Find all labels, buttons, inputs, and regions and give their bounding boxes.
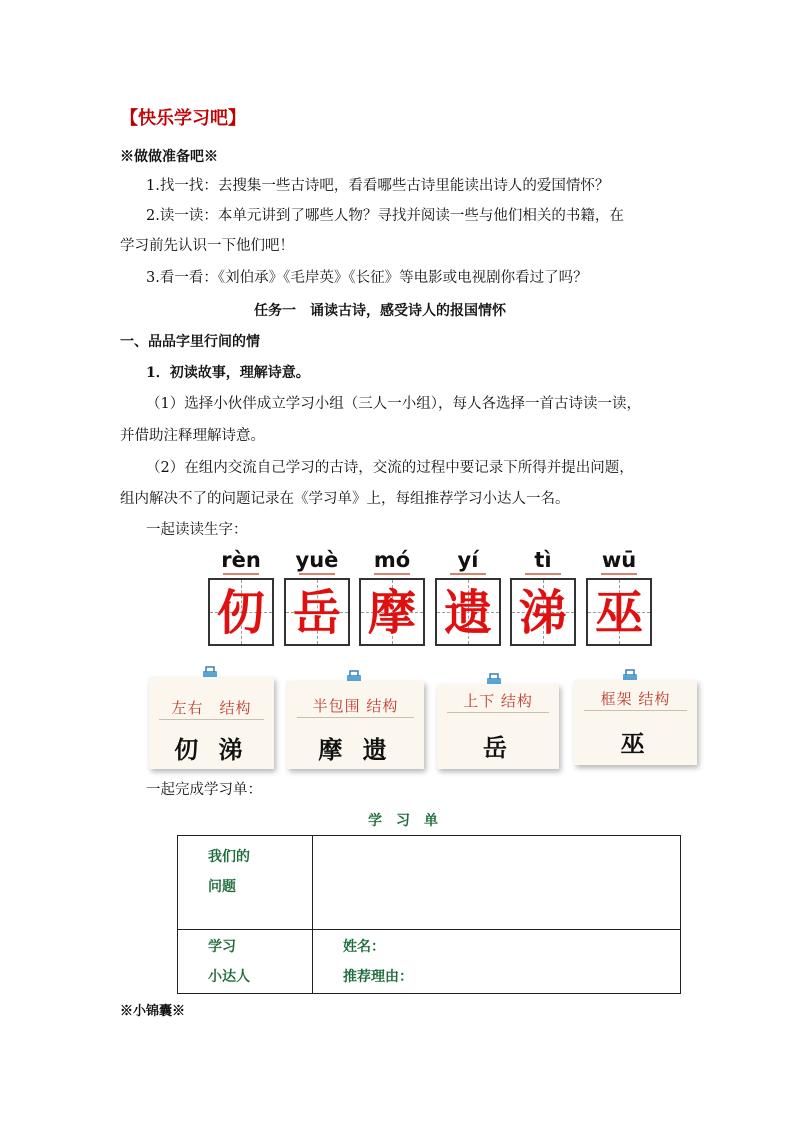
pinyin-4: yí — [435, 548, 501, 575]
sub-title: 1．初读故事，理解诗意。 — [146, 365, 310, 381]
pinyin-5: tì — [510, 548, 576, 575]
para1-line1: （1）选择小伙伴成立学习小组（三人一小组），每人各选择一首古诗读一读， — [146, 396, 641, 412]
page-heading: 【快乐学习吧】 — [120, 108, 246, 129]
note-label-2: 半包围 结构 — [312, 697, 399, 715]
note-chars-3: 岳 — [483, 733, 513, 762]
note-left-right — [149, 677, 274, 769]
prep-item-1: 1.找一找：去搜集一些古诗吧，看看哪些古诗里能读出诗人的爱国情怀？ — [146, 178, 610, 194]
reason-label: 推荐理由： — [343, 969, 413, 985]
note-frame — [574, 680, 697, 765]
task-title: 任务一 诵读古诗，感受诗人的报国情怀 — [254, 303, 506, 319]
note-top-bottom — [437, 684, 559, 769]
char-5: 涕 — [518, 585, 567, 641]
questions-input-area[interactable] — [313, 836, 681, 930]
read-intro: 一起读读生字： — [146, 522, 248, 538]
prep-item-2: 2.读一读：本单元讲到了哪些人物？寻找并阅读一些与他们相关的书籍，在 — [146, 208, 624, 224]
note-label-1: 左右 结构 — [171, 699, 252, 717]
prep-title: ※做做准备吧※ — [120, 149, 218, 165]
row-label-questions: 我们的 问题 — [178, 836, 313, 930]
note-label-3: 上下 结构 — [463, 692, 533, 710]
prep-item-3: 3.看一看：《刘伯承》《毛岸英》《长征》等电影或电视剧你看过了吗？ — [146, 270, 588, 286]
char-box-1 — [208, 578, 274, 646]
note-chars-4: 巫 — [620, 729, 651, 758]
note-chars-2: 摩 遗 — [318, 735, 393, 764]
char-box-5 — [510, 578, 576, 646]
char-3: 摩 — [367, 585, 416, 641]
char-6: 巫 — [594, 585, 643, 641]
note-half-enclosure — [287, 681, 424, 769]
section-title: 一、品品字里行间的情 — [120, 334, 260, 350]
char-2: 岳 — [292, 585, 341, 641]
study-sheet-title: 学习单 — [368, 813, 452, 829]
pinyin-3: mó — [359, 548, 425, 575]
tip-title: ※小锦囊※ — [120, 1004, 186, 1019]
para2-line2: 组内解决不了的问题记录在《学习单》上，每组推荐学习小达人一名。 — [120, 491, 570, 507]
complete-intro: 一起完成学习单： — [146, 782, 262, 798]
char-1: 仞 — [216, 585, 265, 641]
prep-item-2-cont: 学习前先认识一下他们吧！ — [120, 238, 294, 254]
char-4: 遗 — [443, 585, 492, 641]
name-label: 姓名： — [343, 939, 385, 955]
pinyin-2: yuè — [284, 548, 350, 575]
char-box-2 — [284, 578, 350, 646]
pinyin-6: wū — [586, 548, 652, 575]
pinyin-1: rèn — [208, 548, 274, 575]
note-label-4: 框架 结构 — [600, 690, 671, 708]
para2-line1: （2）在组内交流自己学习的古诗，交流的过程中要记录下所得并提出问题， — [146, 460, 634, 476]
study-sheet-table — [177, 835, 681, 994]
para1-line2: 并借助注释理解诗意。 — [120, 428, 265, 444]
note-chars-1: 仞 涕 — [174, 735, 249, 764]
char-box-3 — [359, 578, 425, 646]
char-box-6 — [586, 578, 652, 646]
row-label-star-learner: 学习 小达人 — [178, 930, 313, 994]
char-box-4 — [435, 578, 501, 646]
star-learner-area[interactable] — [313, 930, 681, 994]
